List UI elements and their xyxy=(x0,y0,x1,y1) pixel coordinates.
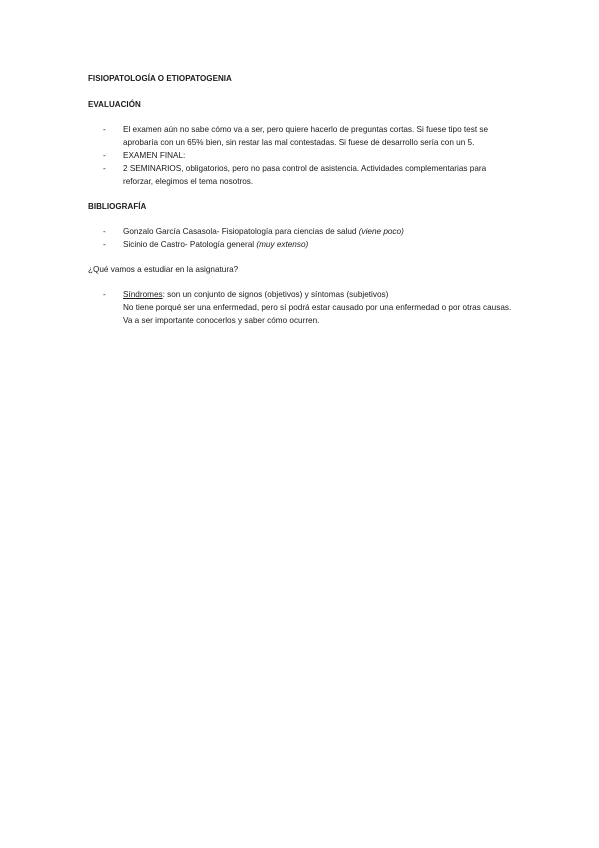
list-item xyxy=(88,225,518,238)
dash-bullet: - xyxy=(103,240,106,249)
list-item xyxy=(88,288,518,327)
dash-bullet: - xyxy=(103,290,106,299)
term-sindromes: Síndromes xyxy=(123,290,163,299)
list-item-text: EXAMEN FINAL: xyxy=(123,151,186,160)
reference-text: Gonzalo García Casasola- Fisiopatología para ciencias de salud xyxy=(123,227,359,236)
dash-bullet: - xyxy=(103,227,106,236)
list-item-text: El examen aún no sabe cómo va a ser, pero quiere hacerlo de preguntas cortas. Si fuese tipo test se aprobaría con un 65% bien, sin restar las mal contestadas. Si fuese de desarrollo sería con un 5. xyxy=(123,125,489,147)
dash-bullet: - xyxy=(103,164,106,173)
reference-note: (viene poco) xyxy=(358,227,404,236)
section-heading-bibliografia: BIBLIOGRAFÍA xyxy=(88,202,147,211)
asignatura-list xyxy=(88,288,518,327)
reference-note: (muy extenso) xyxy=(256,240,309,249)
section-question: ¿Qué vamos a estudiar en la asignatura? xyxy=(88,265,239,274)
list-item xyxy=(88,123,518,149)
list-item xyxy=(88,149,518,162)
reference-text: Sicinio de Castro- Patología general xyxy=(123,240,257,249)
section-heading-evaluacion: EVALUACIÓN xyxy=(88,100,141,109)
dash-bullet: - xyxy=(103,125,106,134)
dash-bullet: - xyxy=(103,151,106,160)
list-item xyxy=(88,162,518,188)
explanation-line: No tiene porqué ser una enfermedad, pero sí podrá estar causado por una enfermedad o por otras causas. xyxy=(123,303,512,312)
list-item-text: 2 SEMINARIOS, obligatorios, pero no pasa control de asistencia. Actividades complementarias para reforzar, elegimos el tema nosotros. xyxy=(123,164,487,186)
importance-line: Va a ser importante conocerlos y saber cómo ocurren. xyxy=(123,316,320,325)
evaluacion-list xyxy=(88,123,518,188)
list-item xyxy=(88,238,518,251)
bibliografia-list xyxy=(88,225,518,251)
definition-line xyxy=(123,288,518,301)
document-content xyxy=(88,72,518,327)
document-title: FISIOPATOLOGÍA O ETIOPATOGENIA xyxy=(88,74,232,83)
term-definition: : son un conjunto de signos (objetivos) y síntomas (subjetivos) xyxy=(162,290,389,299)
